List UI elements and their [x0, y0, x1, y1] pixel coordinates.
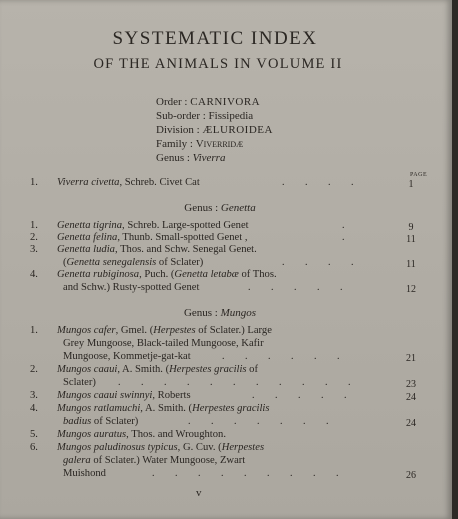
page-number: 23	[406, 379, 416, 390]
entry-number: 1.	[30, 177, 38, 188]
leader-dots: .	[342, 232, 354, 243]
index-entry: Mungos cafer, Gmel. (Herpestes of Sclater.) Large	[57, 325, 272, 336]
index-entry-continuation: Grey Mungoose, Black-tailed Mungoose, Kafir	[63, 338, 264, 349]
index-entry-continuation: Mungoose, Kommetje-gat-kat	[63, 351, 191, 362]
leader-dots: .	[342, 220, 354, 231]
leader-dots: . . . . . .	[222, 351, 349, 362]
genus-heading-mungos: Genus : Mungos	[183, 307, 257, 319]
page-number: 9	[408, 222, 414, 233]
index-entry-continuation: Sclater)	[63, 377, 96, 388]
page-number: 12	[406, 284, 416, 295]
index-entry: Genetta felina, Thunb. Small-spotted Genet ,	[57, 232, 248, 243]
page-number: 11	[406, 234, 416, 245]
family-value: Viverridæ	[195, 138, 244, 150]
leader-dots: . . . . .	[248, 282, 352, 293]
leader-dots: . . . . . . .	[188, 416, 338, 427]
index-entry: Viverra civetta, Schreb. Civet Cat	[57, 177, 200, 188]
entry-number: 2.	[30, 364, 38, 375]
index-entry: Genetta rubiginosa, Puch. (Genetta letabæ of Thos.	[57, 269, 277, 280]
genus-value: Viverra	[192, 152, 226, 164]
index-entry: Mungos paludinosus typicus, G. Cuv. (Herpestes	[57, 442, 265, 453]
genus-label: Genus :	[156, 152, 190, 164]
genus-heading-genetta: Genus : Genetta	[184, 202, 256, 214]
index-entry: Mungos auratus, Thos. and Wroughton.	[57, 429, 226, 440]
index-entry-continuation: badius of Sclater)	[63, 416, 139, 427]
entry-number: 2.	[30, 232, 38, 243]
leader-dots: . . . .	[282, 177, 363, 188]
folio-number: v	[196, 487, 202, 499]
page-number: 21	[406, 353, 416, 364]
page-column-header: PAGE	[410, 172, 428, 178]
index-entry: Mungos caaui, A. Smith. (Herpestes gracilis of	[57, 364, 259, 375]
family-line	[156, 138, 243, 150]
division-label: Division :	[156, 124, 200, 136]
division-value: ÆLUROIDEA	[202, 124, 273, 136]
suborder-label: Sub-order :	[156, 110, 206, 122]
entry-number: 1.	[30, 220, 38, 231]
page-subtitle: OF THE ANIMALS IN VOLUME II	[93, 56, 343, 72]
index-entry-continuation: Muishond	[63, 468, 106, 479]
page-number: 1	[408, 179, 414, 190]
entry-number: 1.	[30, 325, 38, 336]
order-value: CARNIVORA	[190, 96, 261, 108]
page-number: 26	[406, 470, 416, 481]
division-line	[156, 124, 273, 136]
page-title: SYSTEMATIC INDEX	[112, 28, 318, 49]
index-entry-continuation: and Schw.) Rusty-spotted Genet	[63, 282, 200, 293]
index-entry-continuation: galera of Sclater.) Water Mungoose, Zwart	[63, 455, 246, 466]
page-number: 24	[406, 392, 416, 403]
page-number: 24	[406, 418, 416, 429]
index-entry: Mungos ratlamuchi, A. Smith. (Herpestes gracilis	[57, 403, 270, 414]
suborder-line	[156, 110, 253, 122]
entry-number: 4.	[30, 403, 38, 414]
page-edge	[452, 0, 458, 519]
leader-dots: . . . .	[282, 257, 363, 268]
leader-dots: . . . . . . . . . . .	[118, 377, 360, 388]
entry-number: 5.	[30, 429, 38, 440]
index-entry: Mungos caaui swinnyi, Roberts	[57, 390, 191, 401]
index-entry: Genetta tigrina, Schreb. Large-spotted Genet	[57, 220, 249, 231]
entry-number: 3.	[30, 244, 38, 255]
suborder-value: Fissipedia	[208, 110, 254, 122]
entry-number: 3.	[30, 390, 38, 401]
entry-number: 4.	[30, 269, 38, 280]
index-entry-continuation: (Genetta senegalensis of Sclater)	[63, 257, 204, 268]
index-entry: Genetta ludia, Thos. and Schw. Senegal Genet.	[57, 244, 257, 255]
page-number: 11	[406, 259, 416, 270]
entry-number: 6.	[30, 442, 38, 453]
leader-dots: . . . . . . . . .	[152, 468, 348, 479]
order-line	[156, 96, 260, 108]
order-label: Order :	[156, 96, 188, 108]
family-label: Family :	[156, 138, 193, 150]
leader-dots: . . . . .	[252, 390, 356, 401]
genus-line	[156, 152, 225, 164]
